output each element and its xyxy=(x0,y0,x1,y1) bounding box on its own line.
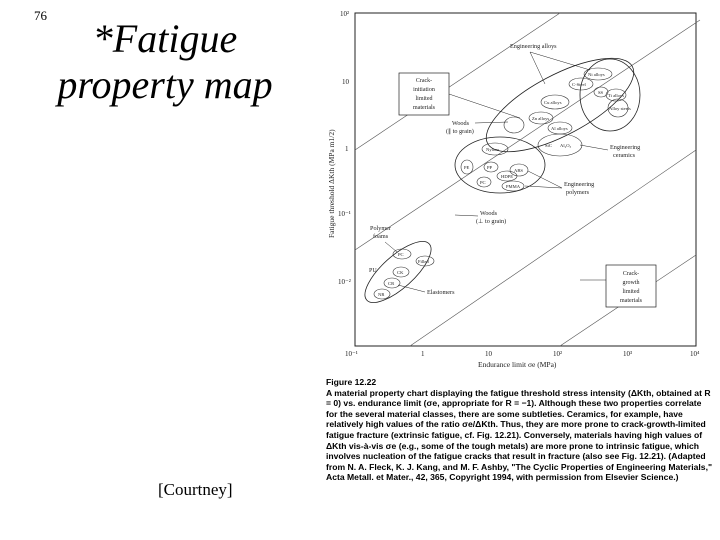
crack-initiation-line2: initiation xyxy=(413,87,435,93)
engineering-polymers-line1: Engineering xyxy=(564,181,595,188)
engineering-alloys-text: Engineering alloys xyxy=(510,43,557,50)
pc-label: PC xyxy=(480,180,486,185)
woods-parallel-line2: (∥ to grain) xyxy=(446,128,474,135)
elastomers-label: Elastomers xyxy=(427,289,455,296)
engineering-alloys-label xyxy=(510,43,557,50)
slide-title-line2: property map xyxy=(57,62,273,107)
polymer-foams-line2: foams xyxy=(373,233,389,240)
y-axis-label: Fatigue threshold ΔKth (MPa m1/2) xyxy=(327,129,336,238)
ck-label: CK xyxy=(397,270,404,275)
x-tick-2: 1 xyxy=(421,350,425,358)
crack-initiation-line4: materials xyxy=(413,105,435,111)
x-tick-4: 10² xyxy=(553,350,563,358)
y-tick-1: 10² xyxy=(340,10,350,18)
caption-heading: Figure 12.22 xyxy=(326,377,377,387)
x-tick-6: 10⁴ xyxy=(690,350,700,358)
woods-parallel-line1: Woods xyxy=(452,120,470,127)
nylons-label: Nylons xyxy=(486,147,500,152)
cu-alloys-label: Cu alloys xyxy=(544,100,562,105)
crack-initiation-line3: limited xyxy=(415,96,433,102)
abs-label: ABS xyxy=(514,168,523,173)
y-tick-4: 10⁻¹ xyxy=(338,210,351,218)
crack-growth-line3: limited xyxy=(622,289,640,295)
polymer-foams-line1: Polymer xyxy=(370,225,391,232)
slide-number: 76 xyxy=(34,8,47,23)
pp-label: PP xyxy=(487,165,493,170)
fatigue-property-chart xyxy=(318,0,718,372)
x-tick-1: 10⁻¹ xyxy=(345,350,358,358)
y-tick-2: 10 xyxy=(342,78,349,86)
nr-label: NR xyxy=(378,292,385,297)
figure-caption xyxy=(326,377,714,483)
pe-label: PE xyxy=(464,165,470,170)
y-tick-5: 10⁻² xyxy=(338,278,351,286)
engineering-ceramics-line1: Engineering xyxy=(610,144,641,151)
woods-perp-line1: Woods xyxy=(480,210,498,217)
x-tick-5: 10³ xyxy=(623,350,633,358)
x-axis-label: Endurance limit σe (MPa) xyxy=(478,360,557,369)
credit-text: [Courtney] xyxy=(158,480,233,499)
pc-foam-label: PC xyxy=(398,252,404,257)
woods-parallel-region xyxy=(504,117,524,133)
engineering-ceramics-line2: ceramics xyxy=(613,152,635,159)
crack-initiation-line1: Crack- xyxy=(415,78,433,84)
caption-body: A material property chart displaying the fatigue threshold stress intensity (ΔKth, obtained at R = 0) vs. endurance limit (σe, appropriate for R = −1). Although these two properties correlate for the several material classes, there are some subtleties. Ceramics, for example, have relatively high values of the ratio σe/ΔKth. Thus, they are more prone to crack-growth-limited fatigue fracture (extrinsic fatigue, cf. Fig. 12.21). Conversely, materials having high values of ΔKth vis-à-vis σe (e.g., some of the tough metals) are more prone to intrinsic fatigue, which involves nucleation of the fatigue cracks that result in fracture (also see Fig. 12.21). (Adapted from N. A. Fleck, K. J. Kang, and M. F. Ashby, "The Cyclic Properties of Engineering Materials," Acta Metall. et Mater., 42, 365, Copyright 1994, with permission from Elsevier Science.) xyxy=(326,387,713,483)
crack-growth-line2: growth xyxy=(622,280,640,286)
ti-alloys-label: Ti alloys xyxy=(608,93,625,98)
filled-label: Filled xyxy=(418,259,429,264)
woods-perp-line2: (⊥ to grain) xyxy=(476,218,507,225)
crack-growth-line1: Crack- xyxy=(622,271,640,277)
sic-label: SiC xyxy=(545,143,552,148)
cr-label: CR xyxy=(388,281,395,286)
ss-label: SS xyxy=(598,90,604,95)
slide-title-line1: *Fatigue xyxy=(92,16,238,61)
x-tick-3: 10 xyxy=(485,350,492,358)
hdpe-label: HDPE xyxy=(501,174,513,179)
zn-alloys-label: Zn alloys xyxy=(532,116,550,121)
al2o3-label: Al₂O₃ xyxy=(560,143,572,148)
slide-title xyxy=(30,16,300,108)
steel-alloys-label: Alloy steels xyxy=(609,106,631,111)
al-alloys-label: Al alloys xyxy=(551,126,568,131)
crack-growth-line4: materials xyxy=(620,298,642,304)
pmma-label: PMMA xyxy=(506,184,521,189)
pu-label: PU xyxy=(369,268,377,274)
engineering-polymers-line2: polymers xyxy=(566,189,590,196)
c-steel-label: C-Steel xyxy=(572,82,586,87)
ni-alloys-label: Ni alloys xyxy=(588,72,605,77)
y-tick-3: 1 xyxy=(345,145,349,153)
